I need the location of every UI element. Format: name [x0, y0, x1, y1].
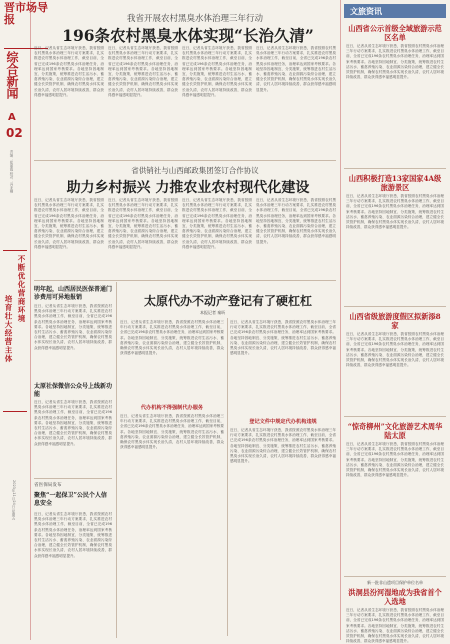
center-section-1: 代办机构不得强制代办服务 — [140, 405, 204, 411]
right-story-2-text: 近日，记者从省生态环境厅获悉，我省按照农村黑臭水体治理三年行动方案要求，扎实推进农村黑臭水体治理工作，截至目前，全省已完成196条农村黑臭水体治理任务，治理率达到国家考核要求。各地坚持因地制宜、分类施策，统筹推进农村生活污水、畜禽养殖污染、农业面源污染综合治理，建立健全长效管护机制，确保农村黑臭水体实现长治久清，农村人居环境持续改善，群众获得感幸福感明显提升。 — [346, 194, 444, 230]
page-number: 02 — [6, 126, 23, 140]
left-story-2-text: 近日，记者从省生态环境厅获悉，我省按照农村黑臭水体治理三年行动方案要求，扎实推进农村黑臭水体治理工作，截至目前，全省已完成196条农村黑臭水体治理任务，治理率达到国家考核要求。各地坚持因地制宜、分类施策，统筹推进农村生活污水、畜禽养殖污染、农业面源污染综合治理，建立健全长效管护机制，确保农村黑臭水体实现长治久清，农村人居环境持续改善，群众获得感幸福感明显提升。 — [34, 400, 112, 446]
page-letter: A — [8, 112, 16, 123]
center-story-byline: 本报记者 秦昕 — [200, 310, 226, 315]
center-story-text-1: 近日，记者从省生态环境厅获悉，我省按照农村黑臭水体治理三年行动方案要求，扎实推进农村黑臭水体治理工作，截至目前，全省已完成196条农村黑臭水体治理任务，治理率达到国家考核要求。各地坚持因地制宜、分类施策，统筹推进农村生活污水、畜禽养殖污染、农业面源污染综合治理，建立健全长效管护机制，确保农村黑臭水体实现长治久清，农村人居环境持续改善，群众获得感幸福感明显提升。 — [120, 320, 224, 356]
second-story-kicker: 省供销社与山西邮政集团签订合作协议 — [131, 166, 259, 175]
right-column-header-label: 文旅资讯 — [350, 6, 382, 16]
right-story-1-text: 近日，记者从省生态环境厅获悉，我省按照农村黑臭水体治理三年行动方案要求，扎实推进农村黑臭水体治理工作，截至目前，全省已完成196条农村黑臭水体治理任务，治理率达到国家考核要求。各地坚持因地制宜、分类施策，统筹推进农村生活污水、畜禽养殖污染、农业面源污染综合治理，建立健全长效管护机制，确保农村黑臭水体实现长治久清，农村人居环境持续改善，群众获得感幸福感明显提升。 — [346, 44, 444, 80]
second-story-text-1: 近日，记者从省生态环境厅获悉，我省按照农村黑臭水体治理三年行动方案要求，扎实推进农村黑臭水体治理工作，截至目前，全省已完成196条农村黑臭水体治理任务，治理率达到国家考核要求。各地坚持因地制宜、分类施策，统筹推进农村生活污水、畜禽养殖污染、农业面源污染综合治理，建立健全长效管护机制，确保农村黑臭水体实现长治久清，农村人居环境持续改善，群众获得感幸福感明显提升。 — [34, 198, 104, 249]
right-story-5-headline: 洪洞县汾河湿地成为我省首个入选地 — [348, 588, 442, 606]
right-story-4-text: 近日，记者从省生态环境厅获悉，我省按照农村黑臭水体治理三年行动方案要求，扎实推进农村黑臭水体治理工作，截至目前，全省已完成196条农村黑臭水体治理任务，治理率达到国家考核要求。各地坚持因地制宜、分类施策，统筹推进农村生活污水、畜禽养殖污染、农业面源污染综合治理，建立健全长效管护机制，确保农村黑臭水体实现长治久清，农村人居环境持续改善，群众获得感幸福感明显提升。 — [346, 442, 444, 478]
right-story-3-headline: 山西省级旅游度假区拟新添8家 — [349, 312, 441, 330]
top-story-text-2: 近日，记者从省生态环境厅获悉，我省按照农村黑臭水体治理三年行动方案要求，扎实推进农村黑臭水体治理工作，截至目前，全省已完成196条农村黑臭水体治理任务，治理率达到国家考核要求。各地坚持因地制宜、分类施策，统筹推进农村生活污水、畜禽养殖污染、农业面源污染综合治理，建立健全长效管护机制，确保农村黑臭水体实现长治久清，农村人居环境持续改善，群众获得感幸福感明显提升。 — [108, 46, 178, 97]
second-story-text-4: 近日，记者从省生态环境厅获悉，我省按照农村黑臭水体治理三年行动方案要求，扎实推进农村黑臭水体治理工作，截至目前，全省已完成196条农村黑臭水体治理任务，治理率达到国家考核要求。各地坚持因地制宜、分类施策，统筹推进农村生活污水、畜禽养殖污染、农业面源污染综合治理，建立健全长效管护机制，确保农村黑臭水体实现长治久清，农村人居环境持续改善，群众获得感幸福感明显提升。 — [256, 198, 336, 244]
side-promo — [3, 250, 27, 412]
second-story-headline: 助力乡村振兴 力推农业农村现代化建设 — [66, 180, 310, 196]
newspaper-title: 晋市场导报 — [4, 1, 48, 26]
left-story-1-headline: 明年起，山西居民医保普通门诊费用可异地报销 — [34, 286, 113, 301]
left-story-3-sub: 聚焦“一起保卫”公民个人信息安全 — [34, 492, 107, 507]
second-story-text-2: 近日，记者从省生态环境厅获悉，我省按照农村黑臭水体治理三年行动方案要求，扎实推进农村黑臭水体治理工作，截至目前，全省已完成196条农村黑臭水体治理任务，治理率达到国家考核要求。各地坚持因地制宜、分类施策，统筹推进农村生活污水、畜禽养殖污染、农业面源污染综合治理，建立健全长效管护机制，确保农村黑臭水体实现长治久清，农村人居环境持续改善，群众获得感幸福感明显提升。 — [108, 198, 178, 249]
side-promo-subtitle: 培育壮大经营主体 — [4, 295, 13, 363]
center-story-text-3: 近日，记者从省生态环境厅获悉，我省按照农村黑臭水体治理三年行动方案要求，扎实推进农村黑臭水体治理工作，截至目前，全省已完成196条农村黑臭水体治理任务，治理率达到国家考核要求。各地坚持因地制宜、分类施策，统筹推进农村生活污水、畜禽养殖污染、农业面源污染综合治理，建立健全长效管护机制，确保农村黑臭水体实现长治久清，农村人居环境持续改善，群众获得感幸福感明显提升。 — [120, 414, 224, 450]
right-column-header — [344, 4, 446, 18]
center-story-headline: 太原代办不动产登记有了硬杠杠 — [143, 294, 312, 308]
top-story-kicker: 我省开展农村黑臭水体治理三年行动 — [126, 14, 263, 24]
top-story-text-3: 近日，记者从省生态环境厅获悉，我省按照农村黑臭水体治理三年行动方案要求，扎实推进农村黑臭水体治理工作，截至目前，全省已完成196条农村黑臭水体治理任务，治理率达到国家考核要求。各地坚持因地制宜、分类施策，统筹推进农村生活污水、畜禽养殖污染、农业面源污染综合治理，建立健全长效管护机制，确保农村黑臭水体实现长治久清，农村人居环境持续改善，群众获得感幸福感明显提升。 — [182, 46, 252, 97]
right-story-1-headline: 山西省公示首级全域旅游示范区名单 — [348, 24, 442, 42]
top-story-text-1: 近日，记者从省生态环境厅获悉，我省按照农村黑臭水体治理三年行动方案要求，扎实推进农村黑臭水体治理工作，截至目前，全省已完成196条农村黑臭水体治理任务，治理率达到国家考核要求。各地坚持因地制宜、分类施策，统筹推进农村生活污水、畜禽养殖污染、农业面源污染综合治理，建立健全长效管护机制，确保农村黑臭水体实现长治久清，农村人居环境持续改善，群众获得感幸福感明显提升。 — [34, 46, 104, 97]
date-vertical: 2023年11月24日 星期五 — [12, 480, 16, 520]
top-story-text-4: 近日，记者从省生态环境厅获悉，我省按照农村黑臭水体治理三年行动方案要求，扎实推进农村黑臭水体治理工作，截至目前，全省已完成196条农村黑臭水体治理任务，治理率达到国家考核要求。各地坚持因地制宜、分类施策，统筹推进农村生活污水、畜禽养殖污染、农业面源污染综合治理，建立健全长效管护机制，确保农村黑臭水体实现长治久清，农村人居环境持续改善，群众获得感幸福感明显提升。 — [256, 46, 336, 92]
right-story-5-kicker: 新一批非山遗项目保护单位名单 — [367, 580, 423, 585]
left-story-2-headline: 太原社保微信公众号上线新功能 — [34, 383, 113, 398]
center-section-2: 登记文件中规定代办机构违规 — [249, 419, 317, 425]
left-story-3-text: 近日，记者从省生态环境厅获悉，我省按照农村黑臭水体治理三年行动方案要求，扎实推进农村黑臭水体治理工作，截至目前，全省已完成196条农村黑臭水体治理任务，治理率达到国家考核要求。各地坚持因地制宜、分类施策，统筹推进农村生活污水、畜禽养殖污染、农业面源污染综合治理，建立健全长效管护机制，确保农村黑臭水体实现长治久清，农村人居环境持续改善，群众获得感幸福感明显提升。 — [34, 512, 112, 558]
center-story-text-2: 近日，记者从省生态环境厅获悉，我省按照农村黑臭水体治理三年行动方案要求，扎实推进农村黑臭水体治理工作，截至目前，全省已完成196条农村黑臭水体治理任务，治理率达到国家考核要求。各地坚持因地制宜、分类施策，统筹推进农村生活污水、畜禽养殖污染、农业面源污染综合治理，建立健全长效管护机制，确保农村黑臭水体实现长治久清，农村人居环境持续改善，群众获得感幸福感明显提升。 — [230, 320, 336, 356]
top-story-headline: 196条农村黑臭水体实现“长治久清” — [62, 26, 314, 45]
center-story-text-4: 近日，记者从省生态环境厅获悉，我省按照农村黑臭水体治理三年行动方案要求，扎实推进农村黑臭水体治理工作，截至目前，全省已完成196条农村黑臭水体治理任务，治理率达到国家考核要求。各地坚持因地制宜、分类施策，统筹推进农村生活污水、畜禽养殖污染、农业面源污染综合治理，建立健全长效管护机制，确保农村黑臭水体实现长治久清，农村人居环境持续改善，群众获得感幸福感明显提升。 — [230, 428, 336, 464]
right-story-4-headline: “惊奇柳州”文化旅游艺术周华陆太原 — [347, 422, 443, 440]
right-story-3-text: 近日，记者从省生态环境厅获悉，我省按照农村黑臭水体治理三年行动方案要求，扎实推进农村黑臭水体治理工作，截至目前，全省已完成196条农村黑臭水体治理任务，治理率达到国家考核要求。各地坚持因地制宜、分类施策，统筹推进农村生活污水、畜禽养殖污染、农业面源污染综合治理，建立健全长效管护机制，确保农村黑臭水体实现长治久清，农村人居环境持续改善，群众获得感幸福感明显提升。 — [346, 332, 444, 368]
section-name: 综合新闻 — [5, 51, 19, 99]
second-story-text-3: 近日，记者从省生态环境厅获悉，我省按照农村黑臭水体治理三年行动方案要求，扎实推进农村黑臭水体治理工作，截至目前，全省已完成196条农村黑臭水体治理任务，治理率达到国家考核要求。各地坚持因地制宜、分类施策，统筹推进农村生活污水、畜禽养殖污染、农业面源污染综合治理，建立健全长效管护机制，确保农村黑臭水体实现长治久清，农村人居环境持续改善，群众获得感幸福感明显提升。 — [182, 198, 252, 249]
editor-info: 责编：崔丽霞 校对：冯亚楠 — [10, 150, 14, 194]
left-story-3-headline: 省医保局发布 — [34, 483, 62, 488]
right-story-5-text: 近日，记者从省生态环境厅获悉，我省按照农村黑臭水体治理三年行动方案要求，扎实推进农村黑臭水体治理工作，截至目前，全省已完成196条农村黑臭水体治理任务，治理率达到国家考核要求。各地坚持因地制宜、分类施策，统筹推进农村生活污水、畜禽养殖污染、农业面源污染综合治理，建立健全长效管护机制，确保农村黑臭水体实现长治久清，农村人居环境持续改善，群众获得感幸福感明显提升。 — [346, 608, 444, 644]
left-story-1-text: 近日，记者从省生态环境厅获悉，我省按照农村黑臭水体治理三年行动方案要求，扎实推进农村黑臭水体治理工作，截至目前，全省已完成196条农村黑臭水体治理任务，治理率达到国家考核要求。各地坚持因地制宜、分类施策，统筹推进农村生活污水、畜禽养殖污染、农业面源污染综合治理，建立健全长效管护机制，确保农村黑臭水体实现长治久清，农村人居环境持续改善，群众获得感幸福感明显提升。 — [34, 304, 112, 350]
right-story-2-headline: 山西积极打造13家国家4A级旅游景区 — [348, 174, 442, 192]
side-promo-title: 不断优化营商环境 — [17, 255, 26, 323]
